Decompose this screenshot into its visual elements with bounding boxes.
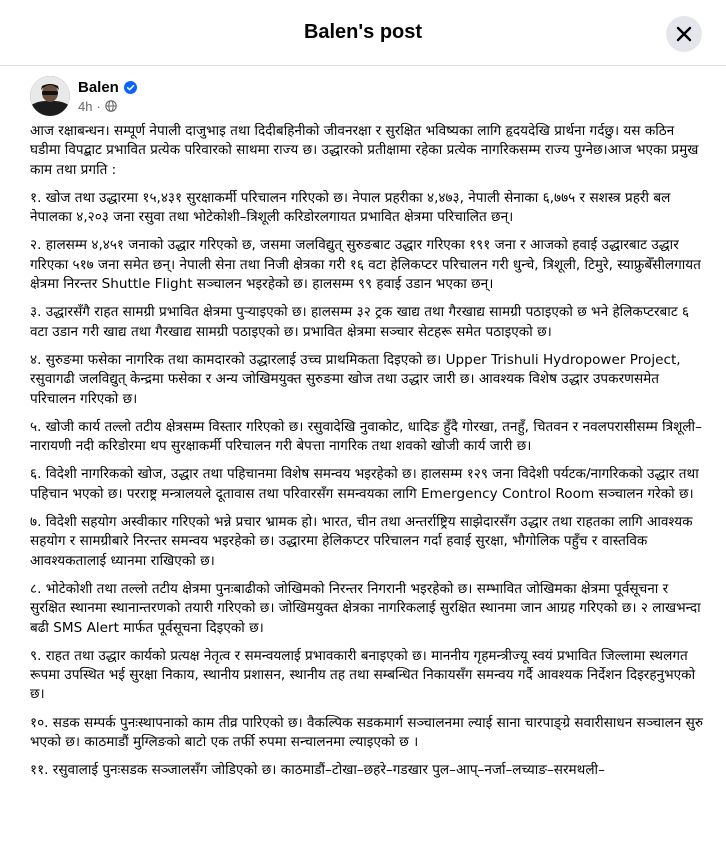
avatar[interactable] [30, 76, 70, 116]
post-paragraph-8: ८. भोटेकोशी तथा तल्लो तटीय क्षेत्रमा पुनःबाढीको जोखिमको निरन्तर निगरानी भइरहेको छ। सम्भावित जोखिमका क्षेत्रमा पूर्वसूचना र सुरक्षित स्थानमा स्थानान्तरणको तयारी गरिएको छ। जोखिमयुक्त क्षेत्रका नागरिकलाई सुरक्षित स्थानमा जान आग्रह गरिएको छ। २ लाखभन्दा बढी SMS Alert मार्फत पूर्वसूचना दिइएको छ। [30, 580, 701, 636]
post-paragraph-4: ४. सुरुङमा फसेका नागरिक तथा कामदारको उद्धारलाई उच्च प्राथमिकता दिइएको छ। Upper Trishuli Hydropower Project, रसुवागढी जलविद्युत् केन्द्रमा फसेका र अन्य जोखिमयुक्त सुरुङमा खोज तथा उद्धार जारी छ। आवश्यक विशेष उद्धार उपकरणसमेत परिचालन गरिएको छ। [30, 351, 681, 407]
author-line [78, 79, 137, 96]
post-paragraph-9: ९. राहत तथा उद्धार कार्यको प्रत्यक्ष नेतृत्व र समन्वयलाई प्रभावकारी बनाइएको छ। माननीय गृहमन्त्रीज्यू स्वयं प्रभावित जिल्लामा स्थलगत रूपमा उपस्थित भई सुरक्षा निकाय, स्थानीय प्रशासन, स्थानीय तह तथा सम्बन्धित निकायसँग समन्वय गर्दै आवश्यक निर्देशन दिइरहनुभएको छ। [30, 647, 696, 703]
post-paragraph-3: ३. उद्धारसँगै राहत सामग्री प्रभावित क्षेत्रमा पुर्‍याइएको छ। हालसम्म ३२ ट्रक खाद्य तथा गैरखाद्य सामग्री पठाइएको छ भने हेलिकप्टरबाट ६ वटा उडान गरी खाद्य तथा गैरखाद्य सामग्री पठाइएको छ। प्रभावित क्षेत्रमा सञ्चार सेटहरू समेत पठाइएको छ। [30, 304, 690, 340]
author-name[interactable]: Balen [78, 78, 119, 96]
verified-badge-icon [124, 81, 137, 94]
post-paragraph-10: १०. सडक सम्पर्क पुनःस्थापनाको काम तीव्र पारिएको छ। वैकल्पिक सडकमार्ग सञ्चालनमा ल्याई साना चारपाङ्ग्रे सवारीसाधन सञ्चालन सुरु भएको छ। काठमाडौं मुग्लिङको बाटो एक तर्फी रुपमा सन्चालनमा ल्याइएको छ । [30, 714, 704, 751]
post-paragraph-2: २. हालसम्म ४,४५१ जनाको उद्धार गरिएको छ, जसमा जलविद्युत् सुरुङबाट उद्धार गरिएका १९१ जना र आजको हवाई उद्धारबाट उद्धार गरिएका ५१७ जना समेत छन्। नेपाली सेना तथा निजी क्षेत्रका गरी १६ वटा हेलिकप्टर परिचालन गरी धुन्चे, त्रिशूली, टिमुरे, स्याफ्रुबेँसीलगायत क्षेत्रमा निरन्तर Shuttle Flight सञ्चालन भइरहेको छ। हालसम्म ९९ हवाई उडान भएका छन्। [30, 237, 701, 293]
post-paragraph-1: १. खोज तथा उद्धारमा १५,४३१ सुरक्षाकर्मी परिचालन गरिएको छ। नेपाल प्रहरीका ४,४७३, नेपाली सेनाका ६,७७५ र सशस्त्र प्रहरी बल नेपालका ४,२०३ जना रसुवा तथा भोटेकोशी–त्रिशूली करिडोरलगायत प्रभावित क्षेत्रमा परिचालित छन्। [30, 189, 671, 226]
dialog-title: Balen's post [303, 21, 423, 43]
close-button[interactable] [666, 16, 702, 52]
post-paragraph-7: ७. विदेशी सहयोग अस्वीकार गरिएको भन्ने प्रचार भ्रामक हो। भारत, चीन तथा अन्तर्राष्ट्रिय साझेदारसँग उद्धार तथा राहतका लागि आवश्यक सहयोग र सामग्रीबारे निरन्तर समन्वय भइरहेको छ। उद्धारमा हेलिकप्टर परिचालन गर्दा हवाई सुरक्षा, भौगोलिक पहुँच र वास्तविक आवश्यकतालाई ध्यानमा राखिएको छ। [30, 514, 693, 569]
post-author-row [30, 74, 137, 118]
post-paragraph-6: ६. विदेशी नागरिकको खोज, उद्धार तथा पहिचानमा विशेष समन्वय भइरहेको छ। हालसम्म १२९ जना विदेशी पर्यटक/नागरिकको उद्धार तथा पहिचान भएको छ। परराष्ट्र मन्त्रालयले दूतावास तथा परिवारसँग समन्वयका लागि Emergency Control Room सञ्चालन गरेको छ। [30, 466, 699, 502]
post-paragraph-intro: आज रक्षाबन्धन। सम्पूर्ण नेपाली दाजुभाइ तथा दिदीबहिनीको जीवनरक्षा र सुरक्षित भविष्यका लागि हृदयदेखि प्रार्थना गर्दछु। यस कठिन घडीमा विपद्बाट प्रभावित प्रत्येक परिवारको साथमा राज्य छ। उद्धारको प्रतीक्षामा रहेका प्रत्येक नागरिकसम्म राज्य पुग्नेछ।आज भएका प्रमुख काम तथा प्रगति : [30, 123, 699, 178]
dialog-header [0, 0, 726, 66]
post-time[interactable]: 4h [78, 98, 93, 114]
globe-icon[interactable] [105, 100, 117, 112]
meta-separator: · [96, 98, 101, 114]
scrollbar-thumb[interactable] [717, 136, 723, 196]
post-body [30, 122, 706, 781]
post-paragraph-5: ५. खोजी कार्य तल्लो तटीय क्षेत्रसम्म विस्तार गरिएको छ। रसुवादेखि नुवाकोट, धादिङ हुँदै गोरखा, तनहुँ, चितवन र नवलपरासीसम्म त्रिशूली–नारायणी नदी करिडोरमा थप सुरक्षाकर्मी परिचालन गरी बेपत्ता नागरिक तथा शवको खोजी कार्य जारी छ। [30, 418, 702, 455]
post-meta [78, 99, 137, 114]
post-paragraph-11: ११. रसुवालाई पुनःसडक सञ्जालसँग जोडिएको छ। काठमाडौं–टोखा–छहरे–गडखार पुल–आप्–नर्जा–लच्याङ–सरमथली– [30, 762, 605, 779]
author-meta [78, 79, 137, 114]
close-icon [676, 26, 692, 42]
scrollbar[interactable] [714, 66, 726, 854]
